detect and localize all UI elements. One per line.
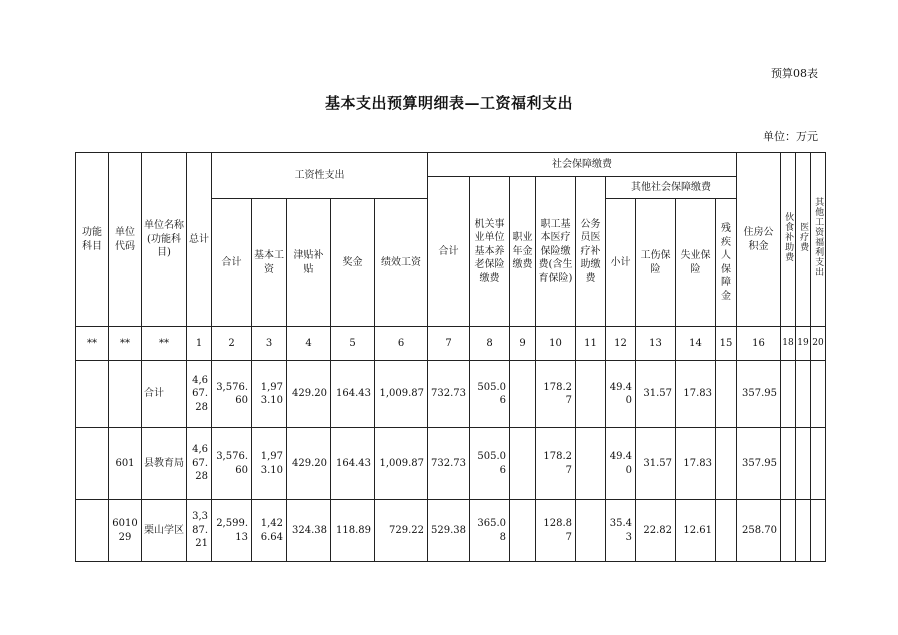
header-unit-code: 单位代码 bbox=[109, 153, 142, 327]
header-medical: 职工基本医疗保险缴费(含生育保险) bbox=[536, 177, 576, 327]
page-title: 基本支出预算明细表—工资福利支出 bbox=[324, 94, 573, 112]
cell-medical: 178.27 bbox=[536, 428, 576, 500]
cell-oth-subtotal: 49.40 bbox=[606, 361, 636, 428]
budget-table bbox=[75, 152, 826, 562]
cell-basic: 1,426.64 bbox=[252, 500, 287, 562]
header-welfare: 伙食补助费 bbox=[781, 153, 796, 327]
cell-pension: 505.06 bbox=[470, 428, 510, 500]
cell-pension: 365.08 bbox=[470, 500, 510, 562]
cell-soc-subtotal: 529.38 bbox=[428, 500, 470, 562]
header-annuity: 职业年金缴费 bbox=[510, 177, 536, 327]
cell-disabled bbox=[716, 361, 737, 428]
cell-housing: 357.95 bbox=[737, 428, 781, 500]
cell-performance: 729.22 bbox=[375, 500, 428, 562]
cell-bonus: 164.43 bbox=[331, 361, 375, 428]
cell-c18 bbox=[781, 500, 796, 562]
column-index-cell: 8 bbox=[470, 327, 510, 361]
cell-name: 栗山学区 bbox=[142, 500, 187, 562]
header-performance: 绩效工资 bbox=[375, 199, 428, 327]
cell-oth-subtotal: 49.40 bbox=[606, 428, 636, 500]
column-index-cell: 16 bbox=[737, 327, 781, 361]
cell-annuity bbox=[510, 361, 536, 428]
cell-c18 bbox=[781, 428, 796, 500]
column-index-cell: 9 bbox=[510, 327, 536, 361]
cell-code: 601029 bbox=[109, 500, 142, 562]
cell-code: 601 bbox=[109, 428, 142, 500]
cell-name: 合计 bbox=[142, 361, 187, 428]
header-social-group: 社会保障缴费 bbox=[428, 153, 737, 177]
header-injury: 工伤保险 bbox=[636, 199, 676, 327]
header-total: 总计 bbox=[187, 153, 212, 327]
header-unemployment: 失业保险 bbox=[676, 199, 716, 327]
column-index-cell: ** bbox=[142, 327, 187, 361]
column-index-cell: ** bbox=[76, 327, 109, 361]
column-index-cell: 10 bbox=[536, 327, 576, 361]
header-disabled: 残疾人保障金 bbox=[716, 199, 737, 327]
cell-c20 bbox=[811, 428, 826, 500]
cell-sal-subtotal: 3,576.60 bbox=[212, 428, 252, 500]
column-index-cell: 1 bbox=[187, 327, 212, 361]
header-oth-subtotal: 小计 bbox=[606, 199, 636, 327]
cell-soc-subtotal: 732.73 bbox=[428, 361, 470, 428]
column-index-cell: 14 bbox=[676, 327, 716, 361]
header-basic-wage: 基本工资 bbox=[252, 199, 287, 327]
cell-medical: 128.87 bbox=[536, 500, 576, 562]
cell-total: 3,387.21 bbox=[187, 500, 212, 562]
column-index-cell: 5 bbox=[331, 327, 375, 361]
cell-name: 县教育局 bbox=[142, 428, 187, 500]
cell-annuity bbox=[510, 428, 536, 500]
form-number: 预算08表 bbox=[771, 67, 818, 80]
column-index-cell: 11 bbox=[576, 327, 606, 361]
unit-label: 单位：万元 bbox=[763, 130, 818, 143]
header-other-social-group: 其他社会保障缴费 bbox=[606, 177, 737, 199]
column-index-row bbox=[76, 327, 826, 361]
cell-c18 bbox=[781, 361, 796, 428]
header-func-subject: 功能科目 bbox=[76, 153, 109, 327]
cell-injury: 31.57 bbox=[636, 361, 676, 428]
cell-sal-subtotal: 3,576.60 bbox=[212, 361, 252, 428]
cell-civil-med bbox=[576, 500, 606, 562]
column-index-cell: 18 bbox=[781, 327, 796, 361]
cell-total: 4,667.28 bbox=[187, 428, 212, 500]
cell-pension: 505.06 bbox=[470, 361, 510, 428]
cell-func bbox=[76, 361, 109, 428]
cell-housing: 357.95 bbox=[737, 361, 781, 428]
cell-disabled bbox=[716, 428, 737, 500]
cell-sal-subtotal: 2,599.13 bbox=[212, 500, 252, 562]
cell-code bbox=[109, 361, 142, 428]
cell-basic: 1,973.10 bbox=[252, 361, 287, 428]
header-civil-medical: 公务员医疗补助缴费 bbox=[576, 177, 606, 327]
cell-performance: 1,009.87 bbox=[375, 361, 428, 428]
column-index-cell: 12 bbox=[606, 327, 636, 361]
header-pension: 机关事业单位基本养老保险缴费 bbox=[470, 177, 510, 327]
header-housing: 住房公积金 bbox=[737, 153, 781, 327]
table-row bbox=[76, 361, 826, 428]
cell-basic: 1,973.10 bbox=[252, 428, 287, 500]
cell-oth-subtotal: 35.43 bbox=[606, 500, 636, 562]
column-index-cell: 20 bbox=[811, 327, 826, 361]
cell-c19 bbox=[796, 428, 811, 500]
cell-func bbox=[76, 500, 109, 562]
cell-performance: 1,009.87 bbox=[375, 428, 428, 500]
column-index-cell: ** bbox=[109, 327, 142, 361]
cell-unemployment: 12.61 bbox=[676, 500, 716, 562]
column-index-cell: 7 bbox=[428, 327, 470, 361]
cell-civil-med bbox=[576, 428, 606, 500]
column-index-cell: 13 bbox=[636, 327, 676, 361]
header-row-1 bbox=[76, 153, 826, 177]
cell-c20 bbox=[811, 361, 826, 428]
cell-bonus: 164.43 bbox=[331, 428, 375, 500]
cell-medical: 178.27 bbox=[536, 361, 576, 428]
column-index-cell: 6 bbox=[375, 327, 428, 361]
column-index-cell: 15 bbox=[716, 327, 737, 361]
cell-allowance: 324.38 bbox=[287, 500, 331, 562]
column-index-cell: 2 bbox=[212, 327, 252, 361]
header-allowance: 津贴补贴 bbox=[287, 199, 331, 327]
cell-c19 bbox=[796, 361, 811, 428]
cell-unemployment: 17.83 bbox=[676, 361, 716, 428]
cell-annuity bbox=[510, 500, 536, 562]
cell-allowance: 429.20 bbox=[287, 361, 331, 428]
cell-housing: 258.70 bbox=[737, 500, 781, 562]
header-other-salary: 其他工资福利支出 bbox=[811, 153, 826, 327]
cell-civil-med bbox=[576, 361, 606, 428]
cell-injury: 31.57 bbox=[636, 428, 676, 500]
header-soc-subtotal: 合计 bbox=[428, 177, 470, 327]
cell-total: 4,667.28 bbox=[187, 361, 212, 428]
cell-disabled bbox=[716, 500, 737, 562]
column-index-cell: 3 bbox=[252, 327, 287, 361]
header-salary-group: 工资性支出 bbox=[212, 153, 428, 199]
header-bonus: 奖金 bbox=[331, 199, 375, 327]
cell-allowance: 429.20 bbox=[287, 428, 331, 500]
cell-c19 bbox=[796, 500, 811, 562]
table-row bbox=[76, 428, 826, 500]
table-row bbox=[76, 500, 826, 562]
header-sal-subtotal: 合计 bbox=[212, 199, 252, 327]
cell-soc-subtotal: 732.73 bbox=[428, 428, 470, 500]
cell-bonus: 118.89 bbox=[331, 500, 375, 562]
column-index-cell: 19 bbox=[796, 327, 811, 361]
cell-func bbox=[76, 428, 109, 500]
column-index-cell: 4 bbox=[287, 327, 331, 361]
cell-unemployment: 17.83 bbox=[676, 428, 716, 500]
cell-c20 bbox=[811, 500, 826, 562]
header-unit-name: 单位名称(功能科目) bbox=[142, 153, 187, 327]
header-med-fee: 医疗费 bbox=[796, 153, 811, 327]
cell-injury: 22.82 bbox=[636, 500, 676, 562]
